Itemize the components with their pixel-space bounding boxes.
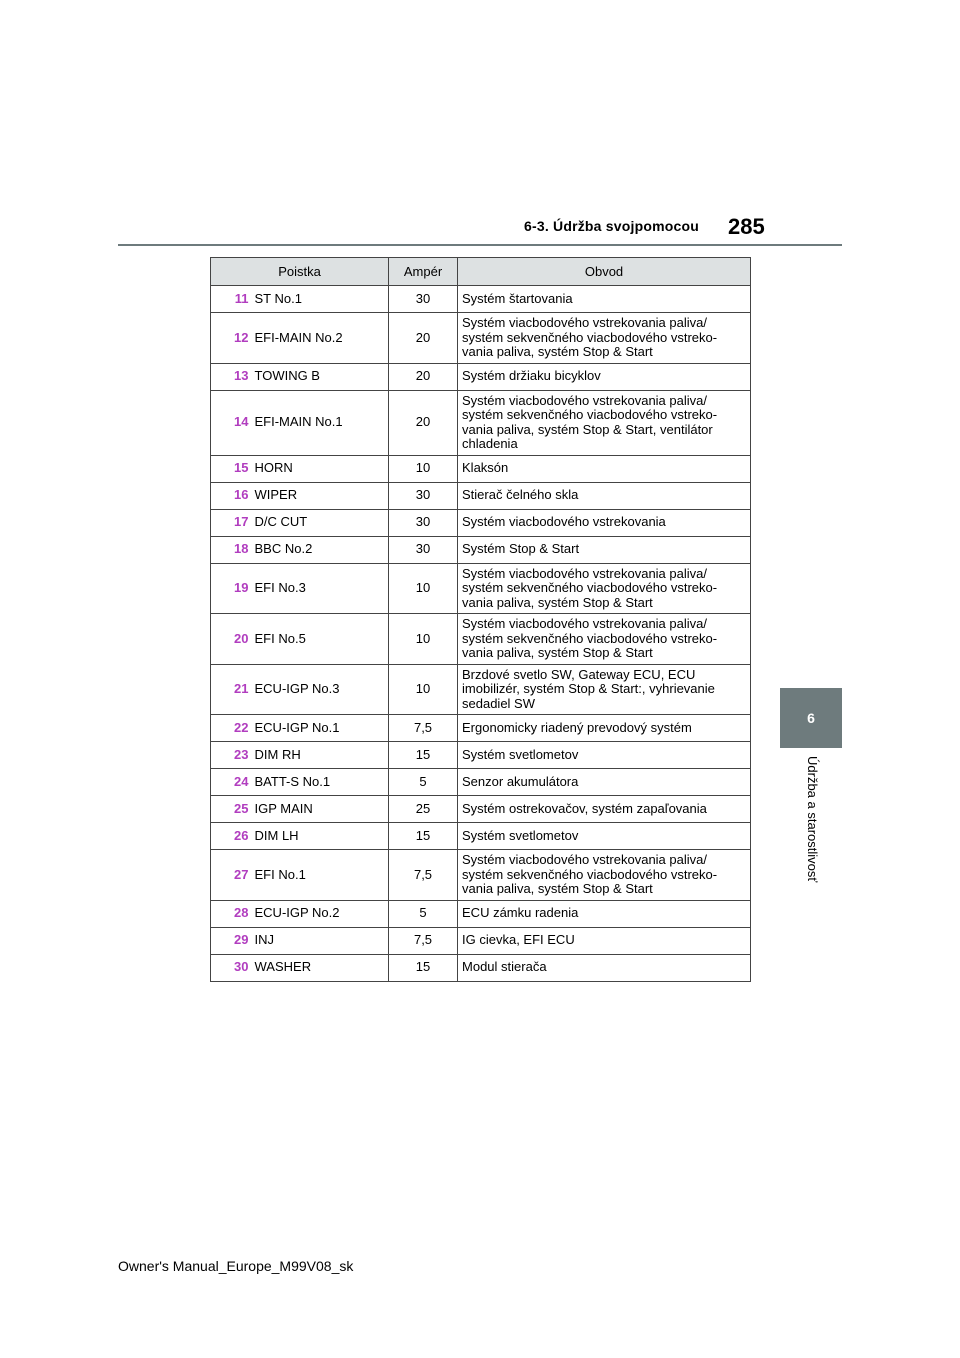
fuse-name: DIM LH: [253, 823, 389, 850]
fuse-circuit: Systém viacbodového vstrekovania paliva/ systém sekvenčného viacbodového vstreko-vania paliva, systém Stop & Start: [458, 313, 751, 364]
chapter-number: 6: [807, 710, 815, 726]
fuse-name: IGP MAIN: [253, 796, 389, 823]
fuse-number: 13: [211, 363, 253, 390]
fuse-name: INJ: [253, 927, 389, 954]
fuse-circuit: Systém štartovania: [458, 286, 751, 313]
fuse-circuit: Systém ostrekovačov, systém zapaľovania: [458, 796, 751, 823]
fuse-number: 20: [211, 614, 253, 665]
table-header-row: [211, 258, 751, 286]
fuse-name: EFI-MAIN No.1: [253, 390, 389, 455]
table-row: [211, 954, 751, 981]
fuse-circuit: Systém viacbodového vstrekovania paliva/ systém sekvenčného viacbodového vstreko-vania paliva, systém Stop & Start: [458, 850, 751, 901]
fuse-circuit: Systém svetlometov: [458, 742, 751, 769]
table-row: [211, 664, 751, 715]
fuse-number: 17: [211, 509, 253, 536]
fuse-name: BBC No.2: [253, 536, 389, 563]
fuse-number: 23: [211, 742, 253, 769]
fuse-circuit: Systém viacbodového vstrekovania: [458, 509, 751, 536]
fuse-circuit: IG cievka, EFI ECU: [458, 927, 751, 954]
fuse-ampere: 10: [389, 563, 458, 614]
fuse-number: 12: [211, 313, 253, 364]
fuse-name: ST No.1: [253, 286, 389, 313]
fuse-ampere: 10: [389, 455, 458, 482]
table-row: [211, 455, 751, 482]
table-row: [211, 390, 751, 455]
fuse-name: WIPER: [253, 482, 389, 509]
fuse-ampere: 15: [389, 742, 458, 769]
fuse-circuit: Stierač čelného skla: [458, 482, 751, 509]
fuse-circuit: ECU zámku radenia: [458, 900, 751, 927]
table-row: [211, 796, 751, 823]
fuse-ampere: 15: [389, 823, 458, 850]
fuse-ampere: 15: [389, 954, 458, 981]
fuse-number: 25: [211, 796, 253, 823]
table-row: [211, 850, 751, 901]
column-header-fuse: Poistka: [211, 258, 389, 286]
fuse-circuit: Systém viacbodového vstrekovania paliva/ systém sekvenčného viacbodového vstreko-vania paliva, systém Stop & Start: [458, 563, 751, 614]
fuse-table: [210, 257, 751, 982]
fuse-number: 26: [211, 823, 253, 850]
fuse-ampere: 10: [389, 614, 458, 665]
table-row: [211, 614, 751, 665]
table-row: [211, 927, 751, 954]
fuse-number: 19: [211, 563, 253, 614]
fuse-number: 11: [211, 286, 253, 313]
fuse-ampere: 5: [389, 900, 458, 927]
table-row: [211, 769, 751, 796]
fuse-number: 16: [211, 482, 253, 509]
page-number: 285: [728, 214, 765, 239]
fuse-name: ECU-IGP No.2: [253, 900, 389, 927]
table-row: [211, 482, 751, 509]
fuse-circuit: Klaksón: [458, 455, 751, 482]
fuse-name: EFI No.1: [253, 850, 389, 901]
table-row: [211, 363, 751, 390]
fuse-number: 27: [211, 850, 253, 901]
table-row: [211, 536, 751, 563]
fuse-ampere: 30: [389, 536, 458, 563]
fuse-circuit: Ergonomicky riadený prevodový systém: [458, 715, 751, 742]
fuse-number: 30: [211, 954, 253, 981]
fuse-name: EFI-MAIN No.2: [253, 313, 389, 364]
fuse-ampere: 30: [389, 509, 458, 536]
fuse-number: 14: [211, 390, 253, 455]
fuse-name: ECU-IGP No.1: [253, 715, 389, 742]
fuse-number: 29: [211, 927, 253, 954]
fuse-circuit: Modul stierača: [458, 954, 751, 981]
fuse-name: BATT-S No.1: [253, 769, 389, 796]
fuse-ampere: 30: [389, 286, 458, 313]
fuse-ampere: 5: [389, 769, 458, 796]
section-title: 6-3. Údržba svojpomocou: [524, 218, 699, 234]
fuse-circuit: Systém Stop & Start: [458, 536, 751, 563]
fuse-circuit: Systém viacbodového vstrekovania paliva/ systém sekvenčného viacbodového vstreko-vania paliva, systém Stop & Start: [458, 614, 751, 665]
fuse-name: DIM RH: [253, 742, 389, 769]
fuse-name: ECU-IGP No.3: [253, 664, 389, 715]
footer-text: Owner's Manual_Europe_M99V08_sk: [118, 1258, 354, 1274]
fuse-number: 22: [211, 715, 253, 742]
column-header-ampere: Ampér: [389, 258, 458, 286]
table-row: [211, 286, 751, 313]
fuse-name: EFI No.3: [253, 563, 389, 614]
fuse-ampere: 7,5: [389, 715, 458, 742]
fuse-ampere: 7,5: [389, 850, 458, 901]
fuse-circuit: Systém svetlometov: [458, 823, 751, 850]
fuse-ampere: 20: [389, 313, 458, 364]
fuse-number: 28: [211, 900, 253, 927]
fuse-circuit: Brzdové svetlo SW, Gateway ECU, ECU imobilizér, systém Stop & Start:, vyhrievanie sedadiel SW: [458, 664, 751, 715]
fuse-circuit: Systém viacbodového vstrekovania paliva/ systém sekvenčného viacbodového vstreko-vania paliva, systém Stop & Start, ventilátor chladenia: [458, 390, 751, 455]
fuse-circuit: Senzor akumulátora: [458, 769, 751, 796]
fuse-name: TOWING B: [253, 363, 389, 390]
chapter-tab: [780, 688, 842, 748]
fuse-number: 24: [211, 769, 253, 796]
table-row: [211, 742, 751, 769]
fuse-circuit: Systém držiaku bicyklov: [458, 363, 751, 390]
fuse-name: HORN: [253, 455, 389, 482]
table-row: [211, 563, 751, 614]
table-row: [211, 823, 751, 850]
table-row: [211, 509, 751, 536]
table-row: [211, 313, 751, 364]
fuse-ampere: 25: [389, 796, 458, 823]
fuse-name: D/C CUT: [253, 509, 389, 536]
fuse-number: 21: [211, 664, 253, 715]
fuse-ampere: 20: [389, 390, 458, 455]
table-body: [211, 286, 751, 982]
fuse-ampere: 10: [389, 664, 458, 715]
fuse-name: EFI No.5: [253, 614, 389, 665]
header-divider: [118, 244, 842, 246]
table-row: [211, 715, 751, 742]
table-row: [211, 900, 751, 927]
fuse-ampere: 20: [389, 363, 458, 390]
fuse-ampere: 7,5: [389, 927, 458, 954]
fuse-ampere: 30: [389, 482, 458, 509]
fuse-number: 15: [211, 455, 253, 482]
chapter-label: Údržba a starostlivosť: [805, 756, 820, 883]
fuse-number: 18: [211, 536, 253, 563]
fuse-name: WASHER: [253, 954, 389, 981]
column-header-circuit: Obvod: [458, 258, 751, 286]
